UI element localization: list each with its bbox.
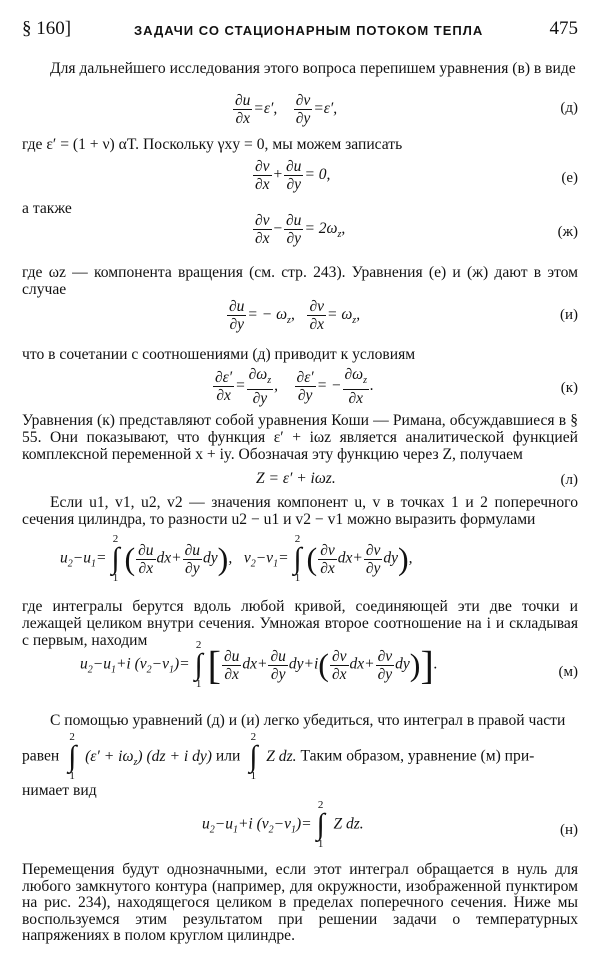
equation-label-e: (е) (561, 170, 578, 186)
paragraph-4: где ωz — компонента вращения (см. стр. 243). Уравнения (е) и (ж) дают в этом случае (22, 264, 578, 299)
running-title: ЗАДАЧИ СО СТАЦИОНАРНЫМ ПОТОКОМ ТЕПЛА (134, 23, 484, 38)
paragraph-9c: нимает вид (22, 782, 97, 799)
paragraph-3: а также (22, 200, 72, 217)
equation-zh: $\frac{\partial v}{\partial x}$ − $\frac{\partial u}{\partial y}$ = $2\omega_z$, (255, 212, 346, 247)
equation-l: Z = ε′ + iωz. (256, 470, 336, 487)
equation-i: $\frac{\partial u}{\partial y}$ = − $\omega_z$, $\frac{\partial v}{\partial x}$ = $\omega_z$, (229, 298, 361, 333)
equation-d: $\frac{\partial u}{\partial x}$ =ε′, $\frac{\partial v}{\partial y}$ =ε′, (235, 92, 338, 127)
page-number: 475 (549, 18, 578, 39)
paragraph-9b (22, 732, 578, 782)
equation-m: $u_2-u_1+i$ $(v_2-v_1)=$ 2 ∫ 1 [ $\frac{\partial u}{\partial x}$ dx+ $\frac{\partial u}{\partial y}$ dy+i( $\frac{\partial v}{\partial x}$ dx+ $\frac{\partial v}{\partial y}$ dy)]. (80, 639, 438, 690)
inline-integral-2: 2 ∫ 1 Z dz. (249, 731, 297, 782)
paragraph-10: Перемещения будут однозначными, если этот интеграл обращается в нуль для любого замкнутого контура (например, для окружности, изображенной пунктиром на рис. 234), находящегося целиком в пределах поперечного сечения. Ниже мы воспользуемся этим результатом при решении задачи о температурных напряжениях в полом круглом цилиндре. (22, 861, 578, 945)
inline-integral-1: 2 ∫ 1 $(\varepsilon' + i\omega_z)$ (dz + i dy) (68, 731, 213, 782)
page-header (22, 14, 578, 42)
equation-label-m: (м) (558, 664, 578, 680)
section-number: § 160] (22, 18, 72, 39)
equation-label-l: (л) (560, 472, 578, 488)
equation-label-n: (н) (559, 822, 578, 838)
p9b-end: Таким образом, уравнение (м) при- (300, 747, 535, 765)
equation-label-i: (и) (559, 307, 578, 323)
paragraph-9a: С помощью уравнений (д) и (и) легко убедиться, что интеграл в правой части (50, 712, 566, 729)
equation-n: $u_2-u_1+i$ $(v_2-v_1)=$ 2 ∫ 1 Z dz. (202, 799, 364, 850)
equation-differences: $u_2-u_1=$ 2 ∫ 1 ( $\frac{\partial u}{\partial x}$ dx+ $\frac{\partial u}{\partial y}$ dy), $v_2-v_1=$ 2 ∫ 1 ( $\frac{\partial v}{\partial x}$ dx+ $\frac{\partial v}{\partial y}$ dy), (60, 533, 413, 584)
equation-e: $\frac{\partial v}{\partial x}$ + $\frac{\partial u}{\partial y}$ = 0, (255, 158, 331, 193)
paragraph-5: что в сочетании с соотношениями (д) приводит к условиям (22, 346, 416, 363)
p9b-start: равен (22, 747, 60, 765)
paragraph-7: Если u1, v1, u2, v2 — значения компонент u, v в точках 1 и 2 поперечного сечения цилиндра, то разности u2 − u1 и v2 − v1 можно выразить формулами (22, 494, 578, 529)
paragraph-6: Уравнения (к) представляют собой уравнения Коши — Римана, обсуждавшиеся в § 55. Они показывают, что функция ε′ + iωz является аналитической функцией комплексной переменной x + iy. Обозначая эту функцию через Z, получаем (22, 412, 578, 464)
p9b-mid: или (215, 747, 241, 765)
paragraph-8: где интегралы берутся вдоль любой кривой, соединяющей эти две точки и лежащей целиком внутри сечения. Умножая второе соотношение на i и складывая с первым, находим (22, 598, 578, 650)
equation-k: $\frac{\partial\varepsilon'}{\partial x}$ = $\frac{\partial\omega_z}{\partial y}$ , $\frac{\partial\varepsilon'}{\partial y}$ = − $\frac{\partial\omega_z}{\partial x}$ . (215, 366, 374, 408)
equation-label-k: (к) (560, 380, 578, 396)
paragraph-1: Для дальнейшего исследования этого вопроса перепишем уравнения (в) в виде (50, 60, 576, 77)
equation-label-zh: (ж) (557, 224, 578, 240)
equation-label-d: (д) (560, 100, 578, 116)
paragraph-2: где ε′ = (1 + ν) αT. Поскольку γxy = 0, мы можем записать (22, 136, 403, 153)
